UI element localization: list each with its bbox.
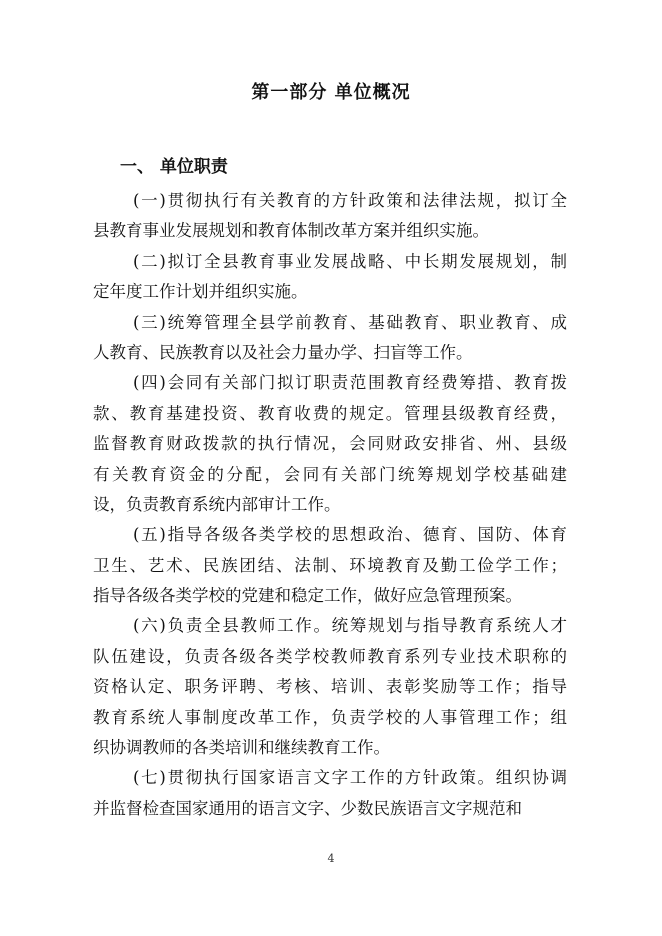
page-number: 4 [327, 852, 335, 865]
text-line: (三)统筹管理全县学前教育、基础教育、职业教育、成 [133, 312, 567, 332]
text-line: (五)指导各级各类学校的思想政治、德育、国防、体育 [133, 525, 567, 545]
text-line: (一)贯彻执行有关教育的方针政策和法律法规，拟订全 [133, 191, 567, 210]
text-line: 队伍建设，负责各级各类学校教师教育系列专业技术职称的 [93, 646, 567, 666]
section-heading: 一、 单位职责 [120, 157, 228, 177]
text-line: 有关教育资金的分配，会同有关部门统筹规划学校基础建 [93, 464, 567, 484]
page-title: 第一部分 单位概况 [251, 82, 411, 103]
body-text [93, 186, 567, 824]
text-line: 款、教育基建投资、教育收费的规定。管理县级教育经费， [93, 403, 567, 423]
text-line: 资格认定、职务评聘、考核、培训、表彰奖励等工作；指导 [93, 677, 567, 697]
text-line: 织协调教师的各类培训和继续教育工作。 [93, 738, 390, 758]
text-line: 卫生、艺术、民族团结、法制、环境教育及勤工俭学工作； [93, 555, 567, 575]
text-line: 教育系统人事制度改革工作，负责学校的人事管理工作；组 [93, 707, 567, 727]
text-line: 人教育、民族教育以及社会力量办学、扫盲等工作。 [93, 342, 473, 362]
text-line: 县教育事业发展规划和教育体制改革方案并组织实施。 [93, 221, 489, 241]
text-line: 设，负责教育系统内部审计工作。 [93, 494, 341, 514]
text-line: 监督教育财政拨款的执行情况，会同财政安排省、州、县级 [93, 434, 567, 454]
text-line: 指导各级各类学校的党建和稳定工作，做好应急管理预案。 [93, 586, 522, 606]
text-line: (四)会同有关部门拟订职责范围教育经费筹措、教育拨 [133, 373, 567, 393]
text-line: (二)拟订全县教育事业发展战略、中长期发展规划，制 [133, 251, 567, 271]
text-line: (七)贯彻执行国家语言文字工作的方针政策。组织协调 [133, 768, 567, 788]
text-line: 定年度工作计划并组织实施。 [93, 282, 308, 302]
text-line: (六)负责全县教师工作。统筹规划与指导教育系统人才 [133, 616, 567, 636]
text-line: 并监督检查国家通用的语言文字、少数民族语言文字规范和 [93, 798, 522, 818]
